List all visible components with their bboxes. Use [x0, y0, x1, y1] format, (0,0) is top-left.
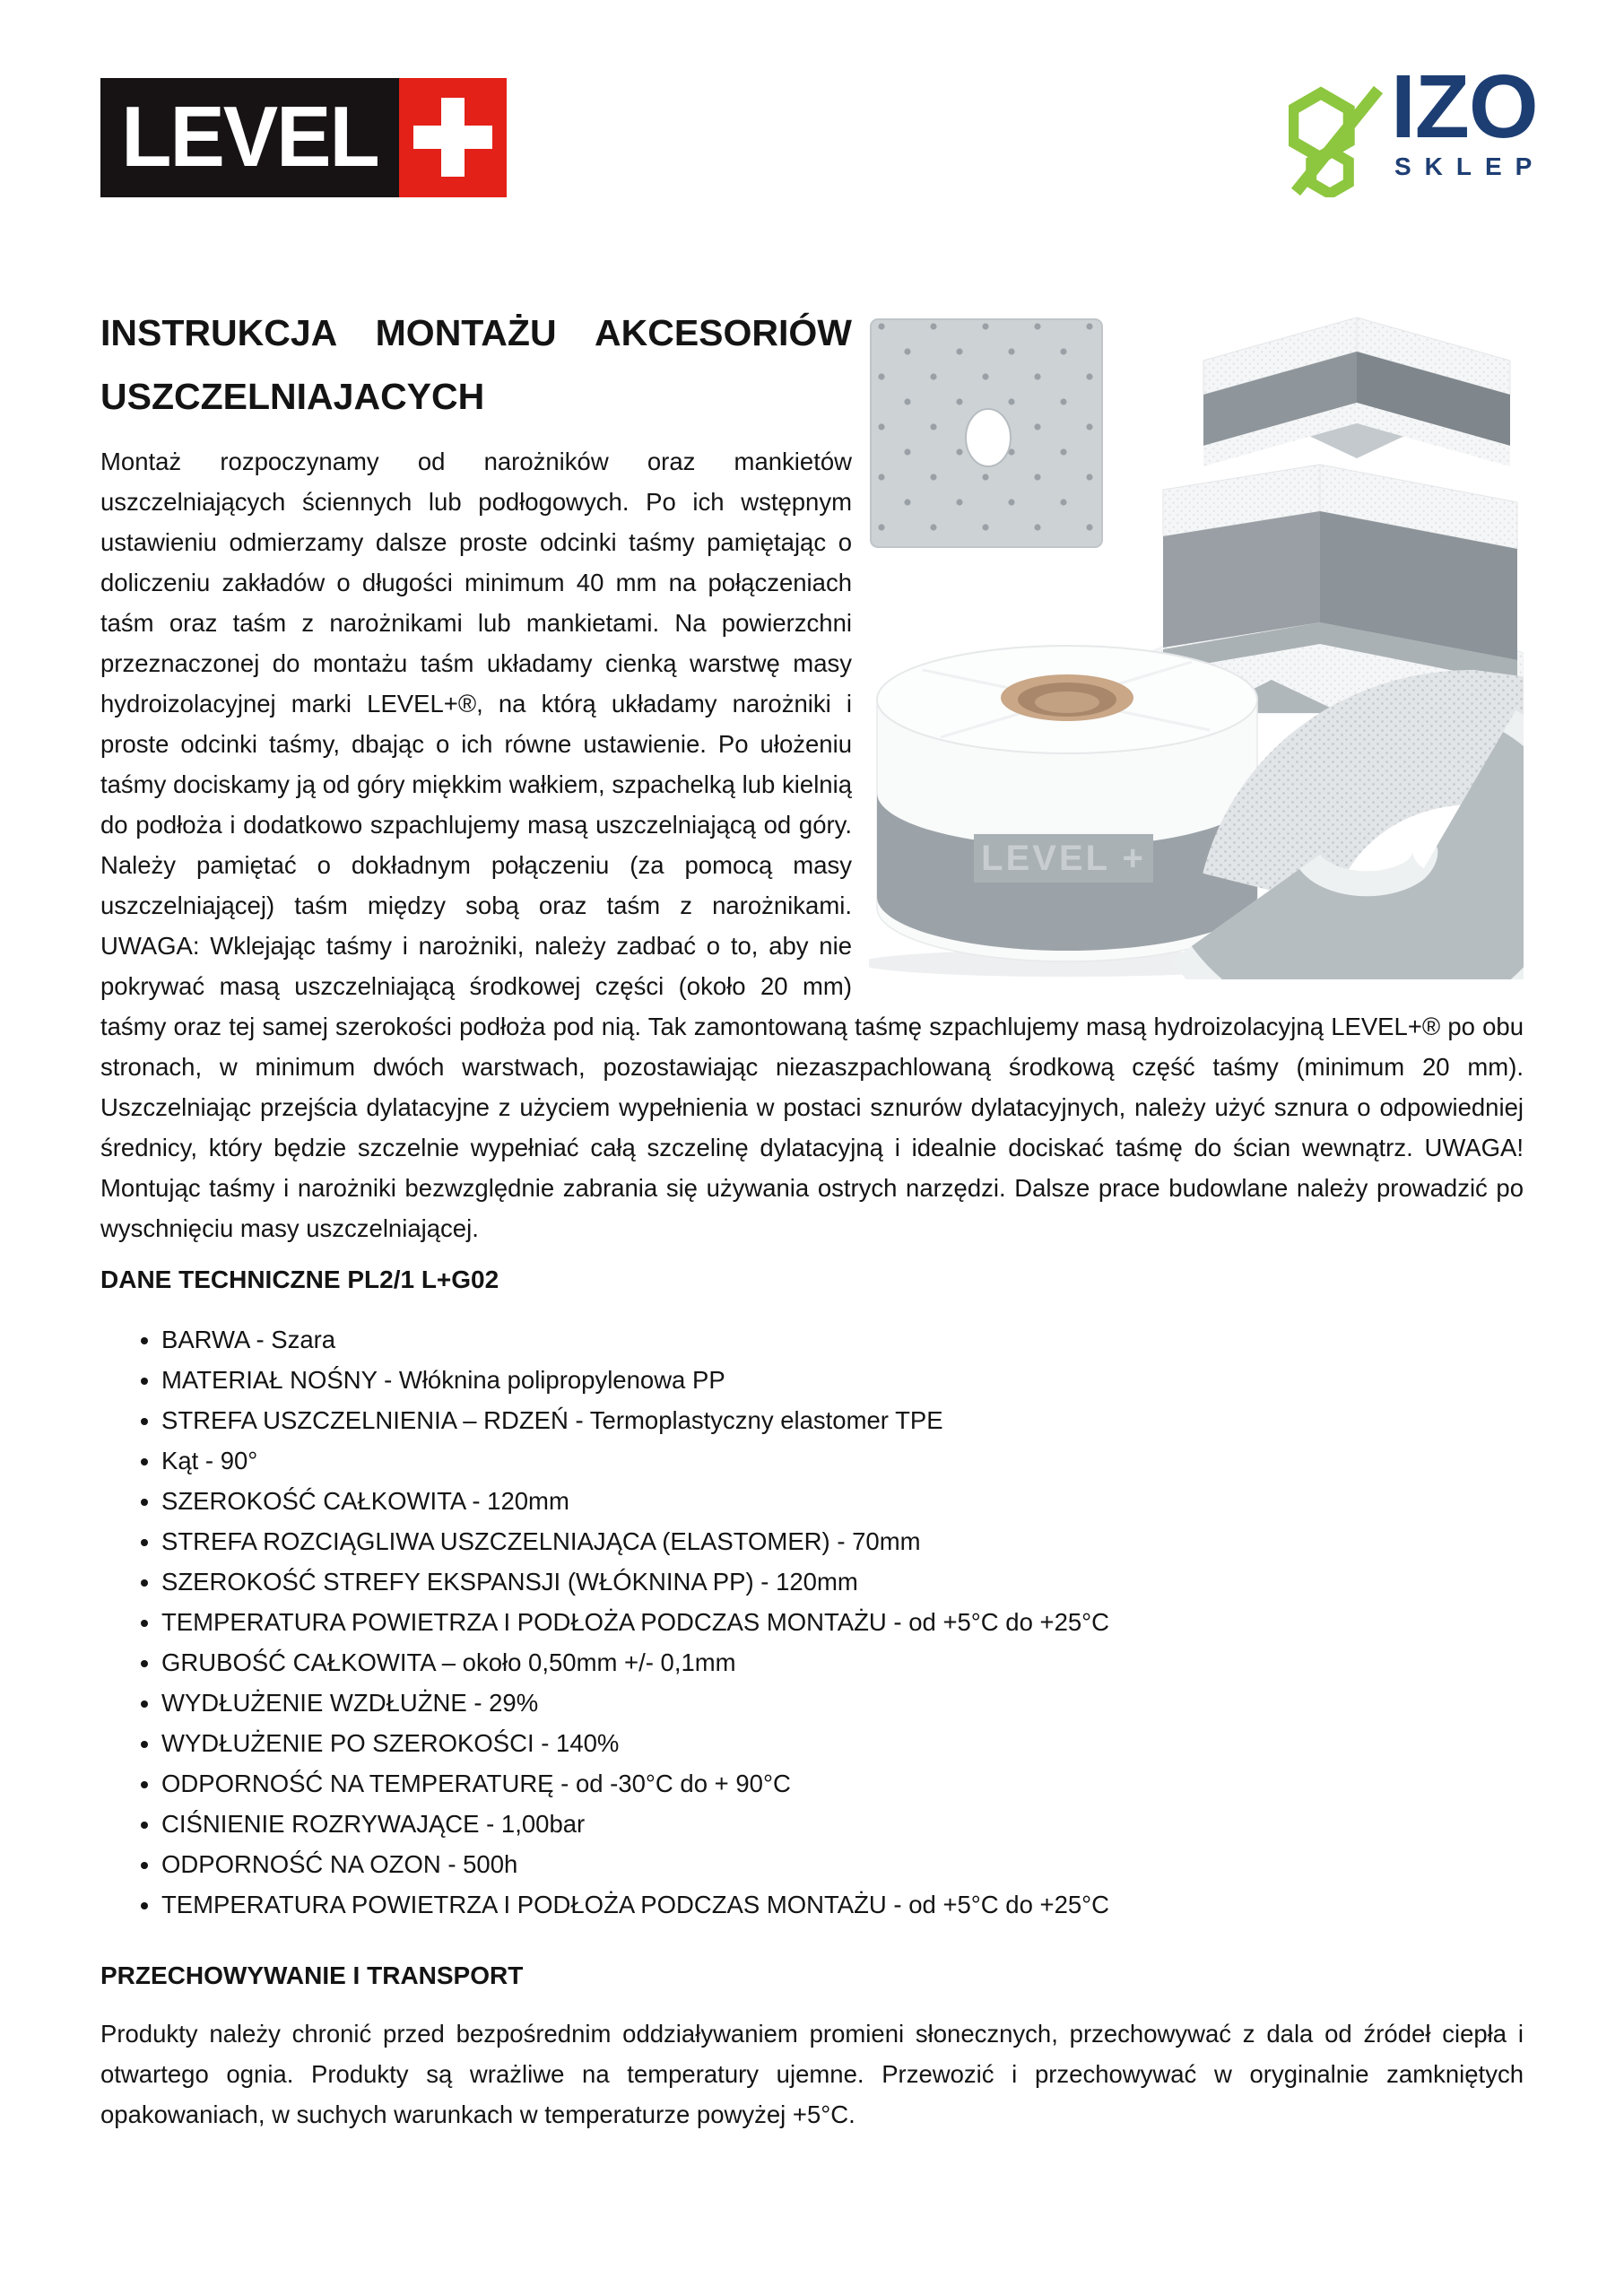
tape-strip-image — [1246, 737, 1524, 962]
tech-data-list — [100, 1319, 1524, 1925]
levelplus-plus-icon — [399, 78, 507, 197]
document-body — [100, 301, 1524, 2135]
tech-data-item: • SZEROKOŚĆ STREFY EKSPANSJI (WŁÓKNINA PP) - 120mm — [161, 1561, 1524, 1602]
storage-paragraph: Produkty należy chronić przed bezpośrednim oddziaływaniem promieni słonecznych, przechowywać z dala od źródeł ciepła i otwartego ognia. Produkty są wrażliwe na temperatury ujemne. Przewozić i przechowywać w oryginalnie zamkniętych opakowaniach, w suchych warunkach w temperaturze powyżej +5°C. — [100, 2020, 1524, 2128]
page-title: INSTRUKCJA MONTAŻU AKCESORIÓW USZCZELNIAJACYCH — [100, 312, 852, 417]
tech-data-item: • STREFA ROZCIĄGLIWA USZCZELNIAJĄCA (ELASTOMER) - 70mm — [161, 1521, 1524, 1561]
tape-roll-image — [869, 646, 1275, 977]
tech-data-item: • CIŚNIENIE ROZRYWAJĄCE - 1,00bar — [161, 1804, 1524, 1844]
izo-logo-subtext: SKLEP — [1394, 152, 1546, 180]
tech-data-item: • STREFA USZCZELNIENIA – RDZEŃ - Termoplastyczny elastomer TPE — [161, 1400, 1524, 1440]
tech-data-heading: DANE TECHNICZNE PL2/1 L+G02 — [100, 1265, 499, 1293]
tech-data-item: • Kąt - 90° — [161, 1440, 1524, 1481]
storage-heading: PRZECHOWYWANIE I TRANSPORT — [100, 1961, 524, 1989]
tech-data-item: • SZEROKOŚĆ CAŁKOWITA - 120mm — [161, 1481, 1524, 1521]
corner-piece-top-image — [1203, 317, 1510, 466]
intro-paragraph: Montaż rozpoczynamy od narożników oraz mankietów uszczelniających ściennych lub podłogowych. Po ich wstępnym ustawieniu odmierzamy dalsze proste odcinki taśmy pamiętając o doliczeniu zakładów o długości minimum 40 mm na połączeniach taśm oraz taśm z narożnikami lub mankietami. Na powierzchni przeznaczonej do montażu taśm układamy cienką warstwę masy hydroizolacyjnej marki LEVEL+®, na którą układamy narożniki i proste odcinki taśmy, dbając o ich równe ustawienie. Po ułożeniu taśmy dociskamy ją od góry miękkim wałkiem, szpachelką lub kielnią do podłoża i dodatkowo szpachlujemy masą uszczelniającą od góry. Należy pamiętać o dokładnym połączeniu (za pomocą masy uszczelniającej) taśm między sobą oraz taśm z narożnikami. UWAGA: Wklejając taśmy i narożniki, należy zadbać o to, aby nie pokrywać masą uszczelniającą środkowej części (około 20 mm) taśmy oraz tej samej szerokości podłoża pod nią. Tak zamontowaną taśmę szpachlujemy masą hydroizolacyjną LEVEL+® po obu stronach, w minimum dwóch warstwach, pozostawiając niezaszpachlowaną środkową część taśmy (minimum 20 mm). Uszczelniając przejścia dylatacyjne z użyciem wypełnienia w postaci sznurów dylatacyjnych, należy użyć sznura o odpowiedniej średnicy, który będzie szczelnie wypełniać całą szczelinę dylatacyjną i idealnie dociskać taśmę do ścian wewnątrz. UWAGA! Montując taśmy i narożniki bezwzględnie zabrania się używania ostrych narzędzi. Dalsze prace budowlane należy prowadzić po wyschnięciu masy uszczelniającej. — [100, 448, 1524, 1242]
tech-data-item: • GRUBOŚĆ CAŁKOWITA – około 0,50mm +/- 0,1mm — [161, 1642, 1524, 1683]
product-images-figure — [869, 316, 1524, 979]
levelplus-logo-text: LEVEL — [121, 89, 378, 186]
tape-roll-watermark: LEVEL + — [981, 839, 1146, 878]
izo-hexagon-percent-icon — [1289, 83, 1389, 197]
levelplus-logo-wordmark — [100, 78, 399, 197]
levelplus-logo — [100, 78, 507, 197]
plus-icon-horizontal-bar — [413, 126, 492, 149]
tech-data-item: • WYDŁUŻENIE PO SZEROKOŚCI - 140% — [161, 1723, 1524, 1763]
izo-logo-text: IZO — [1391, 57, 1538, 157]
pipe-collar-membrane-image — [871, 319, 1102, 547]
tech-data-item: • TEMPERATURA POWIETRZA I PODŁOŻA PODCZAS MONTAŻU - od +5°C do +25°C — [161, 1602, 1524, 1642]
product-images — [869, 316, 1524, 979]
tech-data-item: • MATERIAŁ NOŚNY - Włóknina polipropylenowa PP — [161, 1360, 1524, 1400]
tech-data-item: • WYDŁUŻENIE WZDŁUŻNE - 29% — [161, 1683, 1524, 1723]
tech-data-item: • BARWA - Szara — [161, 1319, 1524, 1360]
izosklep-logo — [1289, 57, 1558, 200]
tech-data-item: • ODPORNOŚĆ NA OZON - 500h — [161, 1844, 1524, 1884]
tech-data-item: • ODPORNOŚĆ NA TEMPERATURĘ - od -30°C do + 90°C — [161, 1763, 1524, 1804]
tech-data-item: • TEMPERATURA POWIETRZA I PODŁOŻA PODCZAS MONTAŻU - od +5°C do +25°C — [161, 1884, 1524, 1925]
